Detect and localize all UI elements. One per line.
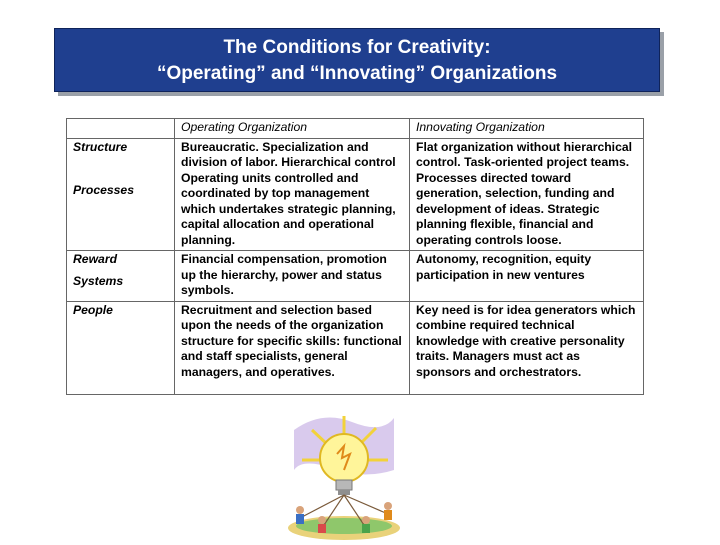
innovating-cell — [410, 301, 644, 395]
row-label: Processes — [73, 183, 134, 197]
title-banner — [54, 28, 660, 92]
lightbulb-teamwork-clipart — [282, 410, 406, 540]
row-label: Systems — [73, 273, 124, 288]
table-row — [67, 301, 644, 395]
innovating-cell — [410, 251, 644, 302]
row-label-cell — [67, 301, 175, 395]
operating-cell — [175, 251, 410, 302]
operating-text: Bureaucratic. Specialization and division of labor. Hierarchical control Operating units controlled and coordinated by top management which undertakes strategic planning, capital allocation and operational planning. — [181, 139, 396, 247]
operating-text: Recruitment and selection based upon the needs of the organization structure for specific skills: functional and staff specialists, general managers, and operatives. — [181, 302, 402, 379]
row-label: Reward — [73, 252, 118, 266]
row-label: People — [73, 302, 113, 317]
header-empty-cell — [67, 119, 175, 139]
innovating-text: Flat organization without hierarchical control. Task-oriented project teams. Processes directed toward generation, selection, funding and development of ideas. Strategic planning flexible, financial and operating controls loose. — [416, 139, 633, 247]
row-label-cell — [67, 138, 175, 251]
operating-cell — [175, 301, 410, 395]
operating-text: Financial compensation, promotion up the hierarchy, power and status symbols. — [181, 252, 387, 297]
header-innovating: Innovating Organization — [410, 119, 644, 139]
row-label-cell — [67, 251, 175, 302]
header-operating: Operating Organization — [175, 119, 410, 139]
comparison-table — [66, 118, 644, 395]
table-row — [67, 138, 644, 251]
operating-cell — [175, 138, 410, 251]
title-line-2: “Operating” and “Innovating” Organizations — [156, 63, 558, 84]
row-label: Structure — [73, 139, 128, 154]
innovating-text: Key need is for idea generators which combine required technical knowledge with creative personality traits. Managers must act as sponsors and orchestrators. — [416, 302, 636, 379]
table-row — [67, 251, 644, 302]
header-row — [67, 119, 644, 139]
innovating-text: Autonomy, recognition, equity participation in new ventures — [416, 252, 592, 282]
title-line-1: The Conditions for Creativity: — [223, 37, 491, 58]
innovating-cell — [410, 138, 644, 251]
